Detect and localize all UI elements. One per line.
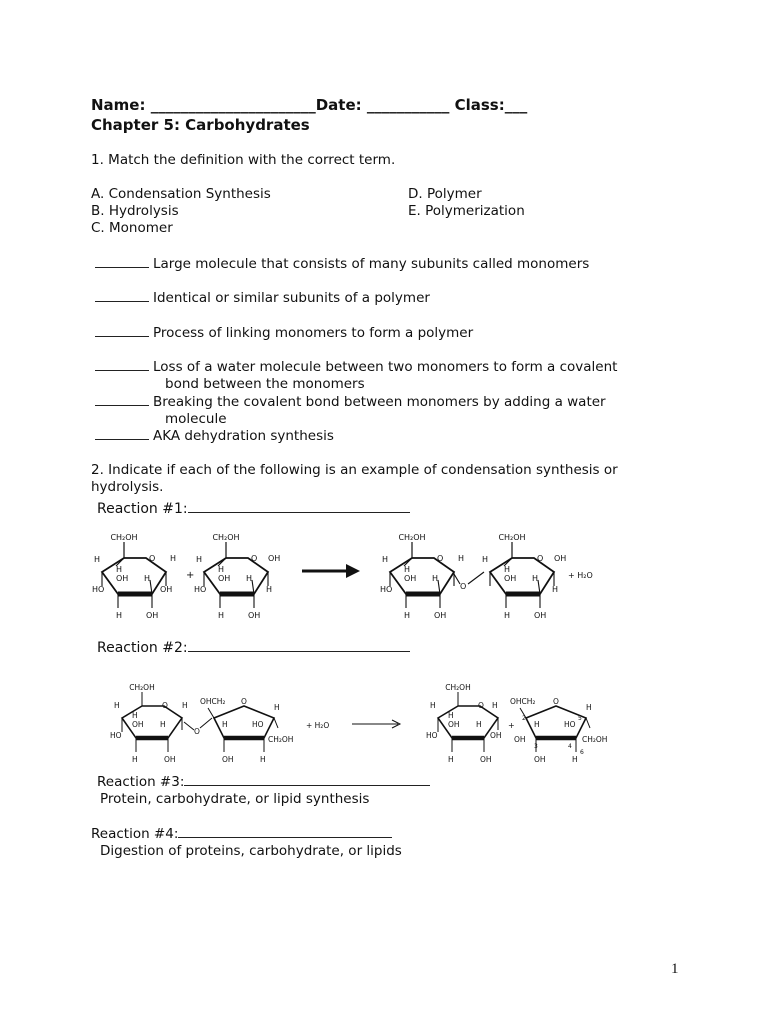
svg-text:H: H — [432, 574, 439, 583]
svg-text:H: H — [196, 555, 203, 564]
svg-text:OH: OH — [534, 755, 546, 764]
plus-sign: + — [186, 570, 195, 581]
svg-text:H: H — [504, 611, 511, 620]
svg-text:O: O — [537, 554, 544, 563]
svg-text:H: H — [404, 565, 411, 574]
svg-text:H: H — [116, 611, 123, 620]
glucose-ring-2 — [194, 533, 280, 620]
definition-item — [95, 325, 473, 342]
svg-text:OH: OH — [248, 611, 261, 620]
svg-text:H: H — [218, 565, 225, 574]
svg-text:H: H — [246, 574, 253, 583]
svg-text:OH: OH — [146, 611, 159, 620]
reaction-arrow-thin — [352, 720, 400, 728]
glycosidic-oxygen: O — [194, 727, 200, 736]
svg-text:CH₂OH: CH₂OH — [498, 533, 526, 542]
sucrose-glucose-ring — [110, 683, 188, 764]
svg-text:H: H — [534, 720, 540, 729]
date-field-label: Date: ___________ — [315, 96, 450, 114]
definition-text: AKA dehydration synthesis — [153, 428, 334, 444]
svg-text:CH₂OH: CH₂OH — [445, 683, 471, 692]
svg-text:H: H — [382, 555, 389, 564]
svg-text:O: O — [251, 554, 258, 563]
svg-text:OHCH₂: OHCH₂ — [200, 697, 226, 706]
q2-prompt — [91, 462, 618, 496]
svg-text:H: H — [572, 755, 578, 764]
glucose-ring-1 — [92, 533, 176, 620]
svg-text:H: H — [170, 554, 177, 563]
definition-text: Large molecule that consists of many subunits called monomers — [153, 256, 590, 272]
answer-blank[interactable] — [95, 301, 149, 302]
reaction3-hint: Protein, carbohydrate, or lipid synthesis — [100, 791, 370, 807]
reaction4-hint: Digestion of proteins, carbohydrate, or lipids — [100, 843, 402, 859]
sucrose-fructose-ring — [200, 697, 293, 764]
definition-item — [95, 394, 606, 428]
reaction1-answer-blank[interactable] — [188, 512, 410, 513]
q2-prompt-line: 2. Indicate if each of the following is an example of condensation synthesis or — [91, 462, 618, 478]
svg-text:H: H — [218, 611, 225, 620]
svg-text:OH: OH — [222, 755, 234, 764]
svg-text:OHCH₂: OHCH₂ — [510, 697, 536, 706]
product-fructose-ring — [510, 697, 607, 764]
svg-text:H: H — [132, 755, 138, 764]
svg-text:OH: OH — [534, 611, 547, 620]
svg-text:H: H — [116, 565, 123, 574]
definition-text-continued: molecule — [165, 411, 227, 427]
svg-text:H: H — [144, 574, 151, 583]
maltose-ring-2 — [482, 533, 566, 620]
definition-text: Identical or similar subunits of a polymer — [153, 290, 430, 306]
reaction3-block — [97, 774, 430, 808]
definition-text: Breaking the covalent bond between monomers by adding a water — [153, 394, 606, 410]
answer-blank[interactable] — [95, 439, 149, 440]
term-e: E. Polymerization — [408, 203, 525, 219]
svg-text:H: H — [266, 585, 273, 594]
definition-text: Loss of a water molecule between two monomers to form a covalent — [153, 359, 618, 375]
svg-text:OH: OH — [448, 720, 460, 729]
term-list-left — [91, 186, 271, 237]
svg-text:OH: OH — [504, 574, 517, 583]
q1-prompt: 1. Match the definition with the correct term. — [91, 152, 396, 168]
svg-text:2: 2 — [522, 715, 526, 722]
reaction4-block — [91, 826, 402, 860]
svg-text:H: H — [504, 565, 511, 574]
q2-prompt-line: hydrolysis. — [91, 479, 164, 495]
reaction4-label-text: Reaction #4: — [91, 826, 179, 842]
svg-text:OH: OH — [218, 574, 231, 583]
svg-text:H: H — [430, 701, 436, 710]
svg-text:5: 5 — [578, 715, 582, 722]
term-list-right — [408, 186, 525, 220]
term-c: C. Monomer — [91, 220, 173, 236]
svg-text:OH: OH — [164, 755, 176, 764]
glycosidic-oxygen: O — [460, 582, 467, 591]
svg-text:OH: OH — [434, 611, 447, 620]
svg-text:H: H — [94, 555, 101, 564]
svg-text:CH₂OH: CH₂OH — [398, 533, 426, 542]
svg-text:O: O — [437, 554, 444, 563]
svg-text:OH: OH — [116, 574, 129, 583]
water-reactant: + H₂O — [306, 721, 330, 730]
definition-item — [95, 290, 430, 307]
chapter-title: Chapter 5: Carbohydrates — [91, 116, 310, 134]
svg-text:OH: OH — [268, 554, 281, 563]
answer-blank[interactable] — [95, 336, 149, 337]
water-product: + H₂O — [568, 571, 593, 580]
reaction1-diagram — [90, 526, 700, 626]
svg-text:HO: HO — [426, 731, 438, 740]
term-d: D. Polymer — [408, 186, 482, 202]
svg-text:CH₂OH: CH₂OH — [582, 735, 608, 744]
definition-item — [95, 428, 334, 445]
svg-text:OH: OH — [404, 574, 417, 583]
svg-text:OH: OH — [490, 731, 502, 740]
svg-text:HO: HO — [110, 731, 122, 740]
term-a: A. Condensation Synthesis — [91, 186, 271, 202]
definition-text-continued: bond between the monomers — [165, 376, 365, 392]
svg-text:H: H — [160, 720, 166, 729]
answer-blank[interactable] — [95, 370, 149, 371]
svg-text:OH: OH — [554, 554, 567, 563]
answer-blank[interactable] — [95, 267, 149, 268]
svg-text:H: H — [114, 701, 120, 710]
reaction2-answer-blank[interactable] — [188, 651, 410, 652]
svg-text:3: 3 — [534, 743, 538, 750]
svg-text:O: O — [162, 701, 168, 710]
svg-text:6: 6 — [580, 749, 584, 756]
reaction4-answer-blank[interactable] — [178, 837, 392, 838]
definition-item — [95, 256, 589, 273]
reaction2-diagram — [100, 676, 660, 776]
svg-text:CH₂OH: CH₂OH — [129, 683, 155, 692]
svg-text:H: H — [476, 720, 482, 729]
svg-text:H: H — [260, 755, 266, 764]
product-glucose-ring — [426, 683, 502, 764]
svg-text:OH: OH — [160, 585, 173, 594]
term-b: B. Hydrolysis — [91, 203, 179, 219]
svg-text:H: H — [222, 720, 228, 729]
svg-text:H: H — [448, 711, 454, 720]
svg-text:HO: HO — [252, 720, 264, 729]
svg-text:O: O — [478, 701, 484, 710]
svg-text:H: H — [552, 585, 559, 594]
maltose-ring-1 — [380, 533, 467, 620]
class-field-label: Class:___ — [454, 96, 528, 114]
svg-text:CH₂OH: CH₂OH — [212, 533, 240, 542]
svg-text:H: H — [404, 611, 411, 620]
reaction-arrow — [302, 564, 360, 578]
svg-text:4: 4 — [568, 743, 572, 750]
definition-text: Process of linking monomers to form a polymer — [153, 325, 474, 341]
svg-text:H: H — [492, 701, 498, 710]
svg-text:H: H — [532, 574, 539, 583]
svg-text:H: H — [132, 711, 138, 720]
svg-text:H: H — [458, 554, 465, 563]
svg-text:HO: HO — [92, 585, 105, 594]
page-number: 1 — [671, 961, 679, 977]
svg-text:OH: OH — [480, 755, 492, 764]
svg-text:H: H — [182, 701, 188, 710]
svg-text:HO: HO — [380, 585, 393, 594]
reaction1-label-text: Reaction #1: — [97, 501, 188, 517]
svg-text:H: H — [482, 555, 489, 564]
svg-text:H: H — [274, 703, 280, 712]
svg-text:CH₂OH: CH₂OH — [110, 533, 138, 542]
svg-text:HO: HO — [564, 720, 576, 729]
reaction3-answer-blank[interactable] — [184, 785, 430, 786]
svg-text:CH₂OH: CH₂OH — [268, 735, 294, 744]
answer-blank[interactable] — [95, 405, 149, 406]
svg-text:OH: OH — [514, 735, 526, 744]
svg-text:H: H — [448, 755, 454, 764]
reaction1-label — [97, 501, 410, 517]
reaction3-label-text: Reaction #3: — [97, 774, 185, 790]
svg-text:O: O — [149, 554, 156, 563]
svg-text:H: H — [586, 703, 592, 712]
svg-text:HO: HO — [194, 585, 207, 594]
plus-sign: + — [508, 721, 515, 730]
svg-text:OH: OH — [132, 720, 144, 729]
reaction2-label — [97, 640, 410, 656]
svg-text:O: O — [241, 697, 247, 706]
reaction2-label-text: Reaction #2: — [97, 640, 188, 656]
svg-text:O: O — [553, 697, 559, 706]
header-line — [91, 96, 527, 114]
name-field-label: Name: ______________________ — [91, 96, 316, 114]
definition-item — [95, 359, 617, 393]
